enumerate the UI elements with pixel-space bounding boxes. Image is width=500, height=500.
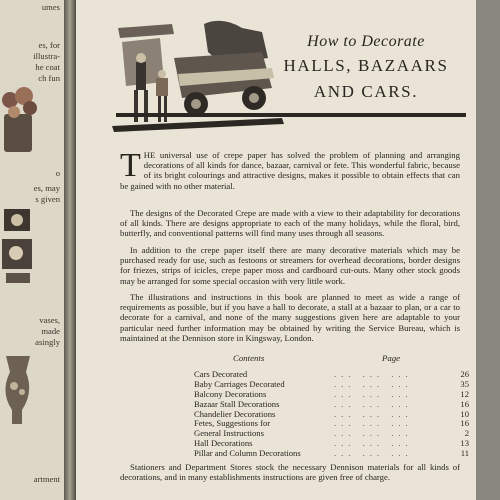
left-illustration-vase <box>0 352 38 428</box>
left-text-line: artment <box>33 474 60 484</box>
contents-item-page: 16 <box>460 418 469 429</box>
paragraph-designs: The designs of the Decorated Crepe are made with a view to their adaptability for decorations of all kinds. There are designs appropriate to each of the many holidays, while the floral, bird, butterfly, and conventional patterns will find many uses through all seasons. <box>120 208 460 239</box>
contents-item <box>194 418 469 428</box>
book-spine <box>64 0 76 500</box>
contents-list <box>194 369 469 458</box>
heading-rule <box>116 113 466 117</box>
left-illustration-dolls <box>0 205 38 287</box>
contents-item-title: Baby Carriages Decorated <box>194 378 285 389</box>
left-text-line: es, may <box>33 183 60 193</box>
contents-item-title: Fetes, Suggestions for <box>194 418 271 429</box>
drop-cap: T <box>120 147 141 184</box>
left-text-line: ch fun <box>38 73 60 83</box>
paragraph-illustrations: The illustrations and instructions in this book are planned to meet as wide a range of requirements as possible, but if you have a hall to decorate, a stall at a bazaar to plan, or a car to decorate for a carnival, and none of the many suggestions given here are adaptable to your particular need further information may be obtained by writing the Service Bureau, which is maintained at the Dennison store in Kingsway, London. <box>120 292 460 343</box>
contents-item-title: Pillar and Column Decorations <box>194 448 301 459</box>
contents-item <box>194 448 469 458</box>
contents-item-title: Cars Decorated <box>194 369 248 379</box>
left-text-line: es, for <box>38 40 60 50</box>
contents-item-page: 12 <box>460 388 469 399</box>
heading-and-cars: AND CARS. <box>313 82 419 101</box>
paragraph-stationers: Stationers and Department Stores stock the necessary Dennison materials for all kinds of decorations, and in many establishments instructions are given free of charge. <box>120 462 460 483</box>
contents-item <box>194 428 469 438</box>
paragraph-intro-text: HE universal use of crepe paper has solved the problem of planning and arranging decorations of all kinds for dance, bazaar, carnival or fete. This wonderful fabric, because of its bright colourings and attractive designs, makes it possible to obtain effects that can be gained with no other material. <box>120 150 460 191</box>
contents-item-page: 13 <box>460 438 469 449</box>
left-text-line: vases, <box>39 315 60 325</box>
contents-item <box>194 409 469 419</box>
left-text-line: o <box>55 168 60 178</box>
contents-item-page: 2 <box>464 428 469 439</box>
paragraph-intro <box>120 147 460 191</box>
left-text-line: he coat <box>35 62 60 72</box>
contents-heading: Contents <box>233 353 265 363</box>
leader-dots: ... ... ... <box>334 388 413 399</box>
leader-dots: ... ... ... <box>334 369 413 379</box>
contents-item <box>194 379 469 389</box>
contents-item-page: 16 <box>460 398 469 409</box>
contents-item-page: 26 <box>460 369 469 379</box>
leader-dots: ... ... ... <box>334 408 413 419</box>
left-page <box>0 0 64 500</box>
leader-dots: ... ... ... <box>334 418 413 429</box>
left-illustration-flowers <box>0 84 40 156</box>
contents-item <box>194 369 469 379</box>
left-text-line: illustra- <box>33 51 60 61</box>
heading-halls-bazaars: HALLS, BAZAARS <box>283 56 449 75</box>
left-text-line: umes <box>41 2 60 12</box>
leader-dots: ... ... ... <box>334 438 413 449</box>
header-illustration-car-scene <box>112 18 288 136</box>
contents-item <box>194 438 469 448</box>
contents-item-page: 10 <box>460 408 469 419</box>
contents-item-title: Hall Decorations <box>194 438 253 449</box>
heading-how-to-decorate: How to Decorate <box>307 33 425 50</box>
left-text-line: made <box>41 326 60 336</box>
contents-item-title: General Instructions <box>194 428 264 439</box>
contents-item-page: 35 <box>460 378 469 389</box>
page-edge <box>476 0 500 500</box>
leader-dots: ... ... ... <box>334 448 413 459</box>
contents-item-title: Chandelier Decorations <box>194 408 276 419</box>
contents-item-title: Bazaar Stall Decorations <box>194 398 280 409</box>
left-text-line: s given <box>35 194 60 204</box>
leader-dots: ... ... ... <box>334 428 413 439</box>
contents-item <box>194 389 469 399</box>
right-page <box>76 0 476 500</box>
leader-dots: ... ... ... <box>334 398 413 409</box>
left-text-line: asingly <box>35 337 60 347</box>
paragraph-materials: In addition to the crepe paper itself there are many decorative materials which may be purchased ready for use, such as festoons or streamers for overhead decorations, border designs for friezes, strips of icicles, crepe paper moss and cardboard cut-outs. Many other stock goods may be arranged for some special occasion with very little work. <box>120 245 460 286</box>
contents-item-page: 11 <box>460 448 469 459</box>
leader-dots: ... ... ... <box>334 378 413 389</box>
contents-item-title: Balcony Decorations <box>194 388 267 399</box>
contents-item <box>194 399 469 409</box>
contents-page-heading: Page <box>382 353 401 363</box>
